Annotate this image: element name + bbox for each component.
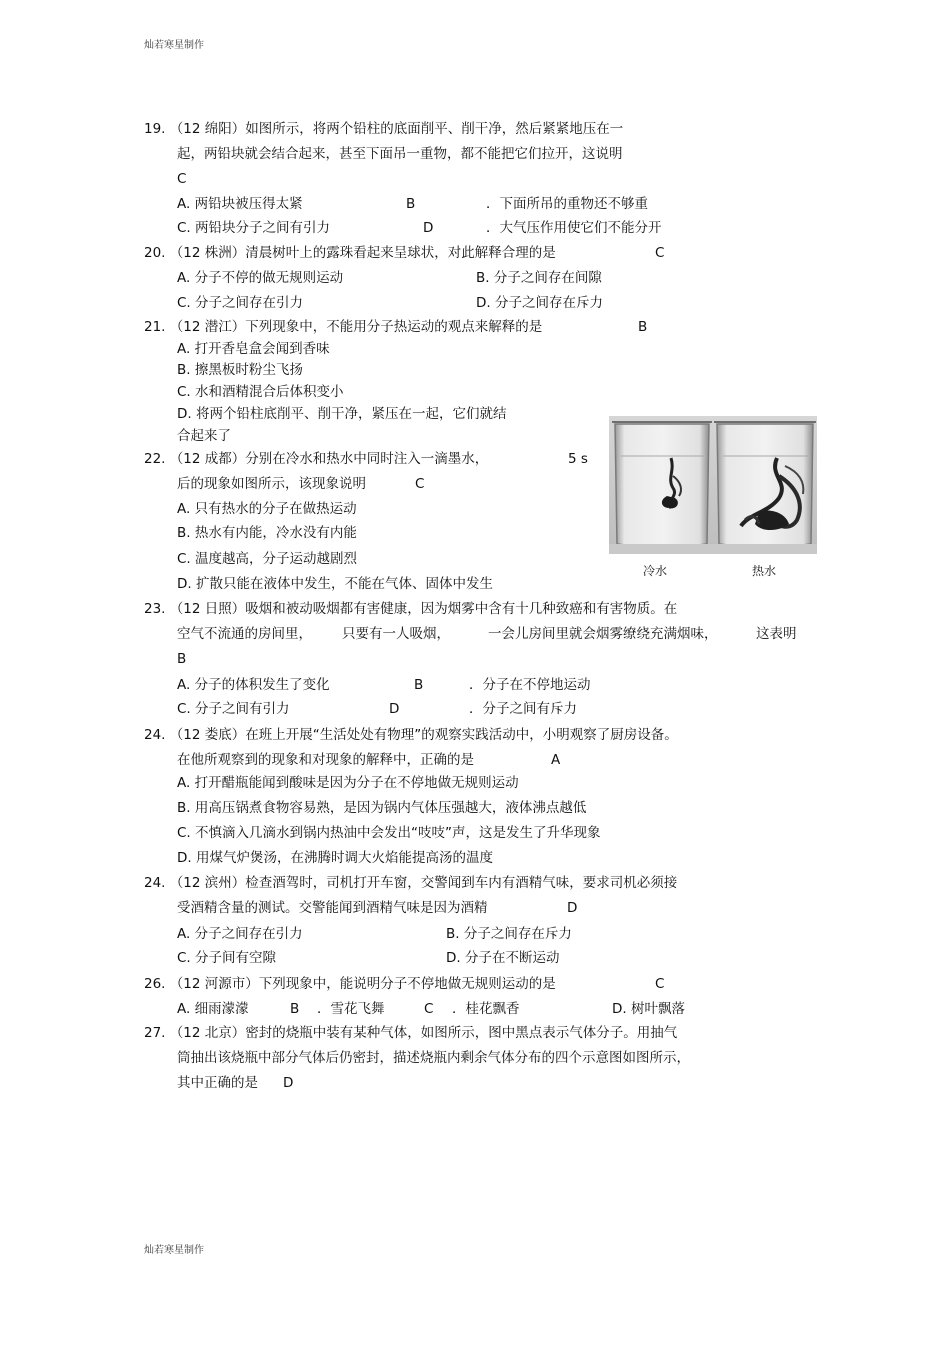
question-27-cont-1: 筒抽出该烧瓶中部分气体后仍密封，描述烧瓶内剩余气体分布的四个示意图如图所示， bbox=[177, 1050, 690, 1066]
option-21c: C. 水和酒精混合后体积变小 bbox=[177, 384, 344, 400]
option-23a: A. 分子的体积发生了变化 bbox=[177, 677, 330, 693]
option-24a-b: B. 用高压锅煮食物容易熟，是因为锅内气体压强越大，液体沸点越低 bbox=[177, 800, 587, 816]
question-23-cont-4: 这表明 bbox=[756, 626, 797, 642]
option-24a-a: A. 打开醋瓶能闻到酸味是因为分子在不停地做无规则运动 bbox=[177, 775, 519, 791]
option-23c: C. 分子之间有引力 bbox=[177, 701, 290, 717]
page-header: 灿若寒星制作 bbox=[144, 40, 204, 51]
option-24a-c: C. 不慎滴入几滴水到锅内热油中会发出“吱吱”声，这是发生了升华现象 bbox=[177, 825, 601, 841]
hot-beaker bbox=[714, 422, 816, 547]
option-26b-letter: B bbox=[290, 1001, 300, 1017]
answer-23: B bbox=[177, 651, 187, 667]
question-27: 27. （12 北京）密封的烧瓶中装有某种气体，如图所示，图中黑点表示气体分子。用抽气 bbox=[144, 1025, 678, 1041]
question-24b: 24. （12 滨州）检查酒驾时，司机打开车窗，交警闻到车内有酒精气味，要求司机必须接 bbox=[144, 875, 678, 891]
option-23d: ．分子之间有斥力 bbox=[469, 701, 577, 717]
question-19: 19. （12 绵阳）如图所示，将两个铅柱的底面削平、削干净，然后紧紧地压在一 bbox=[144, 121, 624, 137]
question-21: 21. （12 潜江）下列现象中，不能用分子热运动的观点来解释的是 bbox=[144, 319, 543, 335]
cold-beaker bbox=[612, 422, 712, 547]
option-20b: B. 分子之间存在间隙 bbox=[476, 270, 602, 286]
option-26c: ．桂花飘香 bbox=[452, 1001, 520, 1017]
question-19-cont: 起，两铅块就会结合起来，甚至下面吊一重物，都不能把它们拉开，这说明 bbox=[177, 146, 623, 162]
question-22-time: 5 s bbox=[568, 451, 588, 467]
option-21d-cont: 合起来了 bbox=[177, 428, 231, 444]
option-20c: C. 分子之间存在引力 bbox=[177, 295, 304, 311]
question-26: 26. （12 河源市）下列现象中，能说明分子不停地做无规则运动的是 bbox=[144, 976, 556, 992]
option-19c: C. 两铅块分子之间有引力 bbox=[177, 220, 331, 236]
option-23d-letter: D bbox=[389, 701, 400, 717]
option-24b-d: D. 分子在不断运动 bbox=[446, 950, 560, 966]
answer-24a: A bbox=[551, 752, 561, 768]
option-20d: D. 分子之间存在斥力 bbox=[476, 295, 603, 311]
option-24b-c: C. 分子间有空隙 bbox=[177, 950, 277, 966]
answer-21: B bbox=[638, 319, 648, 335]
answer-24b: D bbox=[567, 900, 578, 916]
option-24b-a: A. 分子之间存在引力 bbox=[177, 926, 303, 942]
option-26b: ．雪花飞舞 bbox=[317, 1001, 385, 1017]
option-22b: B. 热水有内能，冷水没有内能 bbox=[177, 525, 357, 541]
question-23-cont-3: 一会儿房间里就会烟雾缭绕充满烟味， bbox=[488, 626, 718, 642]
option-22d: D. 扩散只能在液体中发生，不能在气体、固体中发生 bbox=[177, 576, 493, 592]
option-19d-letter: D bbox=[423, 220, 434, 236]
answer-26: C bbox=[655, 976, 665, 992]
option-24b-b: B. 分子之间存在斥力 bbox=[446, 926, 572, 942]
answer-20: C bbox=[655, 245, 665, 261]
option-26d: D. 树叶飘落 bbox=[612, 1001, 685, 1017]
option-19b-letter: B bbox=[406, 196, 416, 212]
question-23-cont-1: 空气不流通的房间里， bbox=[177, 626, 312, 642]
question-27-cont-2: 其中正确的是 bbox=[177, 1075, 258, 1091]
option-21d: D. 将两个铅柱底削平、削干净，紧压在一起，它们就结 bbox=[177, 406, 507, 422]
option-19b: ．下面所吊的重物还不够重 bbox=[486, 196, 648, 212]
question-20: 20. （12 株洲）清晨树叶上的露珠看起来呈球状，对此解释合理的是 bbox=[144, 245, 556, 261]
option-21b: B. 擦黑板时粉尘飞扬 bbox=[177, 362, 303, 378]
question-22-cont: 后的现象如图所示，该现象说明 bbox=[177, 476, 366, 492]
question-24a: 24. （12 娄底）在班上开展“生活处处有物理”的观察实践活动中，小明观察了厨房设备。 bbox=[144, 727, 678, 743]
answer-22: C bbox=[415, 476, 425, 492]
beakers-photo bbox=[609, 416, 817, 554]
question-23-cont-2: 只要有一人吸烟， bbox=[342, 626, 450, 642]
option-19a: A. 两铅块被压得太紧 bbox=[177, 196, 303, 212]
caption-cold-water: 冷水 bbox=[643, 564, 668, 578]
option-26c-letter: C bbox=[424, 1001, 434, 1017]
option-22a: A. 只有热水的分子在做热运动 bbox=[177, 501, 357, 517]
caption-hot-water: 热水 bbox=[752, 564, 777, 578]
option-26a: A. 细雨濛濛 bbox=[177, 1001, 249, 1017]
option-19d: ．大气压作用使它们不能分开 bbox=[486, 220, 662, 236]
option-22c: C. 温度越高，分子运动越剧烈 bbox=[177, 551, 358, 567]
answer-27: D bbox=[283, 1075, 294, 1091]
answer-19: C bbox=[177, 171, 187, 187]
question-24a-cont: 在他所观察到的现象和对现象的解释中，正确的是 bbox=[177, 752, 474, 768]
question-24b-cont: 受酒精含量的测试。交警能闻到酒精气味是因为酒精 bbox=[177, 900, 488, 916]
option-23b-letter: B bbox=[414, 677, 424, 693]
option-21a: A. 打开香皂盒会闻到香味 bbox=[177, 341, 330, 357]
option-24a-d: D. 用煤气炉煲汤，在沸腾时调大火焰能提高汤的温度 bbox=[177, 850, 493, 866]
question-23: 23. （12 日照）吸烟和被动吸烟都有害健康，因为烟雾中含有十几种致癌和有害物质。在 bbox=[144, 601, 678, 617]
option-23b: ．分子在不停地运动 bbox=[469, 677, 591, 693]
question-22: 22. （12 成都）分别在冷水和热水中同时注入一滴墨水， bbox=[144, 451, 489, 467]
option-20a: A. 分子不停的做无规则运动 bbox=[177, 270, 344, 286]
page-footer: 灿若寒星制作 bbox=[144, 1245, 204, 1256]
